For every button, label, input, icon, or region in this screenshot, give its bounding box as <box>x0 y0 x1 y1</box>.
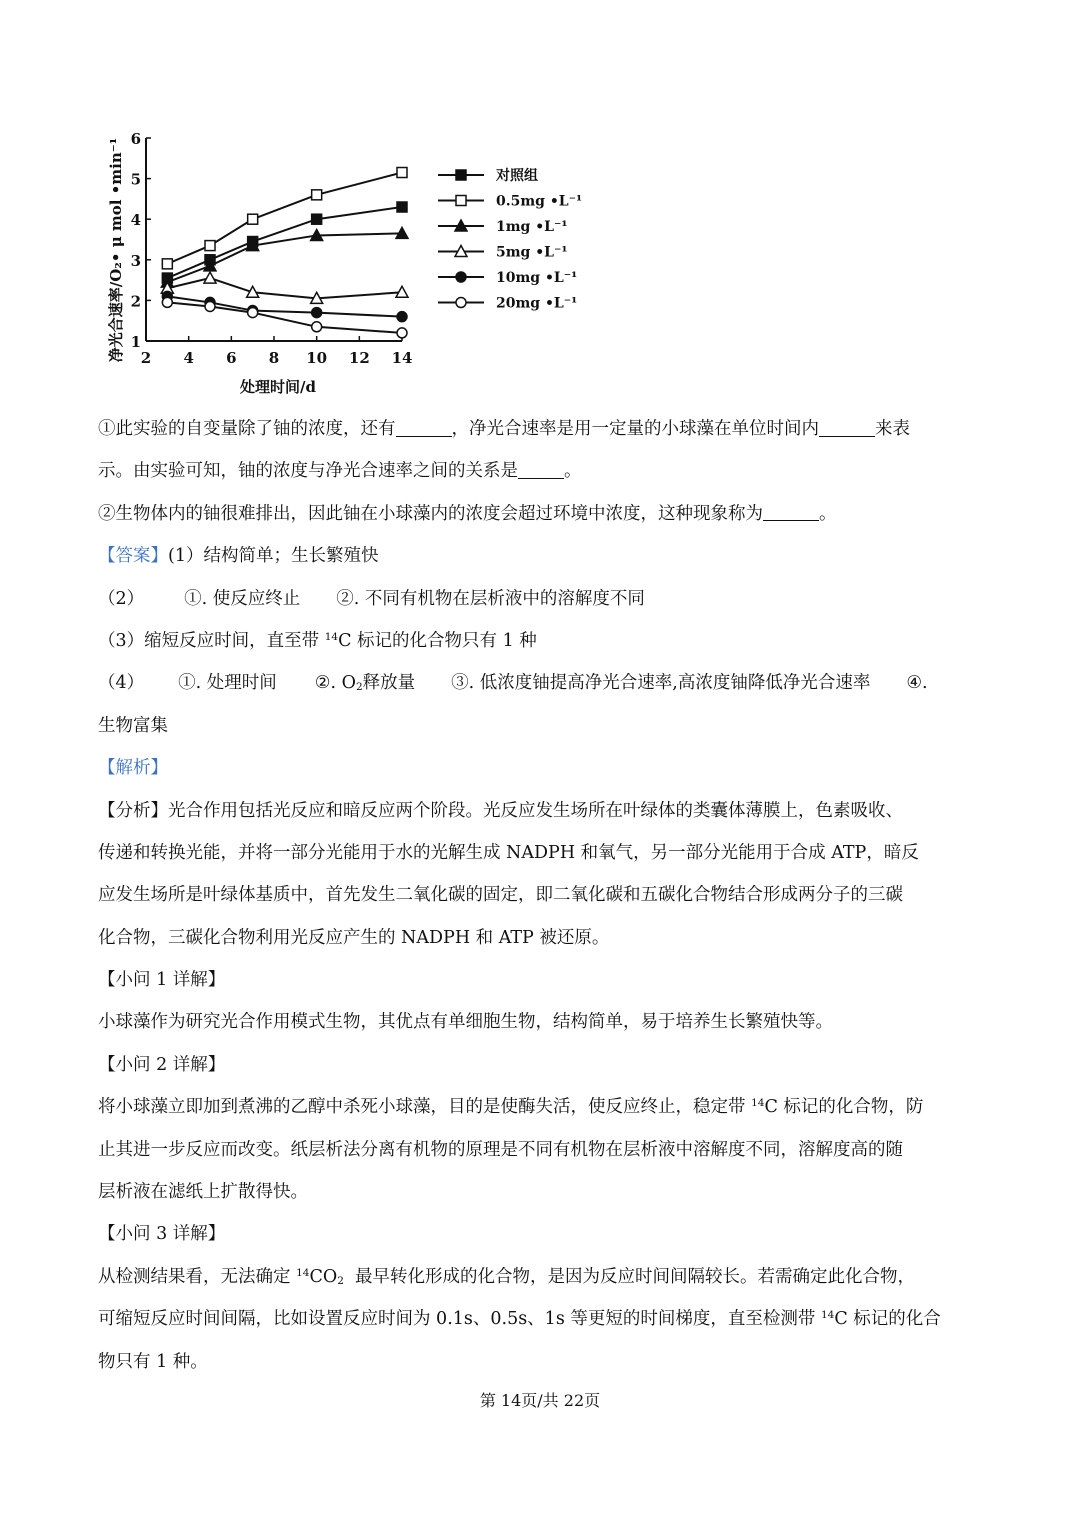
legend-label: 20mg •L⁻¹ <box>496 295 578 312</box>
fill-blank <box>763 501 819 521</box>
text: 止其进一步反应而改变。纸层析法分离有机物的原理是不同有机物在层析液中溶解度不同，溶解度高的随 <box>98 1139 903 1160</box>
text: 释放量 <box>362 673 416 694</box>
y-tick-label: 1 <box>130 333 141 351</box>
legend-label: 10mg •L⁻¹ <box>496 270 578 286</box>
text: ④. <box>906 673 928 694</box>
series-line <box>167 233 402 282</box>
answer-line-5 <box>98 705 988 747</box>
text: CO <box>309 1266 338 1287</box>
page-footer: 第 14页/共 22页 <box>479 1391 601 1410</box>
series-line <box>167 207 402 278</box>
data-point <box>312 308 322 318</box>
x-tick-label: 12 <box>348 349 370 367</box>
fill-blank <box>518 459 564 479</box>
analysis-line <box>98 832 988 874</box>
sub-question-1-text <box>98 1001 988 1043</box>
text: （2） <box>98 588 145 609</box>
superscript: 14 <box>751 1097 765 1110</box>
text: 将小球藻立即加到煮沸的乙醇中杀死小球藻，目的是使酶失活，使反应终止，稳定带 <box>98 1097 752 1118</box>
legend-label: 5mg •L⁻¹ <box>496 244 568 261</box>
text: 【小问 3 详解】 <box>98 1224 226 1245</box>
sub-question-2-text <box>98 1171 988 1213</box>
analysis-line <box>98 917 988 959</box>
data-point <box>397 168 407 178</box>
y-tick-label: 5 <box>130 170 141 189</box>
text: 小球藻作为研究光合作用模式生物，其优点有单细胞生物，结构简单，易于培养生长繁殖快等。 <box>98 1012 833 1033</box>
text: ①. 使反应终止 <box>184 588 301 609</box>
text: 来表 <box>875 419 910 439</box>
data-point <box>205 241 215 251</box>
text: 。 <box>564 461 582 482</box>
subscript: 2 <box>337 1274 344 1287</box>
series-line <box>167 278 402 298</box>
sub-question-3-heading <box>98 1213 988 1255</box>
text: ②生物体内的铀很难排出，因此铀在小球藻内的浓度会超过环境中浓度，这种现象称为 <box>98 503 763 524</box>
text: 生物富集 <box>98 715 168 736</box>
question-1-line-2 <box>98 450 988 492</box>
fill-blank <box>396 416 452 436</box>
analysis-heading <box>98 747 988 789</box>
sub-question-3-text <box>98 1256 988 1298</box>
answer-line-3 <box>98 620 988 662</box>
superscript: 14 <box>324 631 339 644</box>
text: ②. 不同有机物在层析液中的溶解度不同 <box>336 588 645 609</box>
text: C 标记的化合物只有 1 种 <box>338 630 537 651</box>
text: 从检测结果看，无法确定 <box>98 1266 297 1287</box>
text: 【分析】光合作用包括光反应和暗反应两个阶段。光反应发生场所在叶绿体的类囊体薄膜上，色素吸收、 <box>98 800 903 821</box>
analysis-label: 【解析】 <box>98 758 168 779</box>
question-2-line <box>98 493 988 535</box>
document-body <box>98 408 988 1383</box>
text: 层析液在滤纸上扩散得快。 <box>98 1182 308 1203</box>
text: ②. O <box>314 673 356 694</box>
x-tick-label: 6 <box>226 349 237 367</box>
answer-1: (1）结构简单；生长繁殖快 <box>168 546 379 567</box>
text: 示。由实验可知，铀的浓度与净光合速率之间的关系是 <box>98 461 518 482</box>
text: 。 <box>819 503 837 524</box>
y-tick-label: 6 <box>130 130 141 148</box>
text: 可缩短反应时间间隔，比如设置反应时间为 0.1s、0.5s、1s 等更短的时间梯度，直至检测带 <box>98 1309 821 1330</box>
text: C 标记的化合物，防 <box>764 1097 924 1118</box>
text: 最早转化形成的化合物，是因为反应时间间隔较长。若需确定此化合物， <box>343 1266 915 1287</box>
data-point <box>397 202 407 212</box>
series-line <box>167 173 402 264</box>
y-axis-label: 净光合速率/O₂• μ mol •min⁻¹ <box>107 137 125 363</box>
data-point <box>312 322 322 332</box>
y-tick-label: 2 <box>130 292 141 311</box>
legend-label: 1mg •L⁻¹ <box>496 219 568 235</box>
chart-series <box>161 168 408 338</box>
sub-question-3-text <box>98 1341 988 1383</box>
legend-marker <box>456 170 466 180</box>
answer-line-2 <box>98 578 988 620</box>
text: 物只有 1 种。 <box>98 1351 208 1372</box>
sub-question-2-text <box>98 1129 988 1171</box>
question-1-line-1 <box>98 408 988 450</box>
y-tick-label: 4 <box>130 211 141 230</box>
photosynthesis-rate-chart <box>100 120 590 400</box>
x-tick-label: 8 <box>268 349 280 367</box>
legend-marker <box>456 272 466 282</box>
data-point <box>248 308 258 318</box>
superscript: 14 <box>296 1267 310 1280</box>
x-tick-label: 14 <box>391 349 413 367</box>
data-point <box>312 190 322 200</box>
y-tick-label: 3 <box>130 251 141 270</box>
legend-label: 对照组 <box>496 168 538 184</box>
series-1 <box>162 168 407 269</box>
series-line <box>167 302 402 332</box>
data-point <box>204 272 216 283</box>
data-point <box>248 214 258 224</box>
answer-line-1 <box>98 535 988 577</box>
legend-label: 0.5mg •L⁻¹ <box>496 193 583 210</box>
superscript: 14 <box>820 1309 835 1322</box>
text: C 标记的化合 <box>834 1309 941 1330</box>
series-5 <box>162 297 407 337</box>
chart-legend <box>438 167 582 312</box>
answer-label: 【答案】 <box>98 546 168 567</box>
legend-marker <box>456 196 466 206</box>
fill-blank <box>819 416 875 436</box>
x-axis-label: 处理时间/d <box>240 378 316 396</box>
x-tick-label: 10 <box>306 349 328 367</box>
sub-question-3-text <box>98 1298 988 1340</box>
sub-question-2-heading <box>98 1044 988 1086</box>
text: ③. 低浓度铀提高净光合速率,高浓度铀降低净光合速率 <box>451 673 871 694</box>
data-point <box>162 259 172 269</box>
text: ①此实验的自变量除了铀的浓度，还有 <box>98 419 396 439</box>
text: （4） <box>98 673 145 694</box>
legend-marker <box>456 298 466 308</box>
data-point <box>397 312 407 322</box>
subscript: 2 <box>355 681 363 694</box>
text: 传递和转换光能，并将一部分光能用于水的光解生成 NADPH 和氧气，另一部分光能用于合成 ATP，暗反 <box>98 842 919 863</box>
text: 【小问 2 详解】 <box>98 1054 226 1075</box>
answer-line-4 <box>98 662 988 704</box>
data-point <box>162 297 172 307</box>
text: 【小问 1 详解】 <box>98 970 226 991</box>
data-point <box>205 301 215 311</box>
data-point <box>397 328 407 338</box>
x-tick-label: 4 <box>183 349 194 367</box>
series-2 <box>161 227 408 287</box>
sub-question-1-heading <box>98 959 988 1001</box>
analysis-line <box>98 790 988 832</box>
sub-question-2-text <box>98 1086 988 1128</box>
analysis-line <box>98 874 988 916</box>
text: ①. 处理时间 <box>178 673 277 694</box>
text: （3）缩短反应时间，直至带 <box>98 630 325 651</box>
text: 应发生场所是叶绿体基质中，首先发生二氧化碳的固定，即二氧化碳和五碳化合物结合形成两分子的三碳 <box>98 885 903 906</box>
x-tick-label: 2 <box>140 349 152 367</box>
series-3 <box>161 272 408 303</box>
text: ，净光合速率是用一定量的小球藻在单位时间内 <box>451 419 819 439</box>
data-point <box>312 214 322 224</box>
text: 化合物，三碳化合物利用光反应产生的 NADPH 和 ATP 被还原。 <box>98 927 610 948</box>
